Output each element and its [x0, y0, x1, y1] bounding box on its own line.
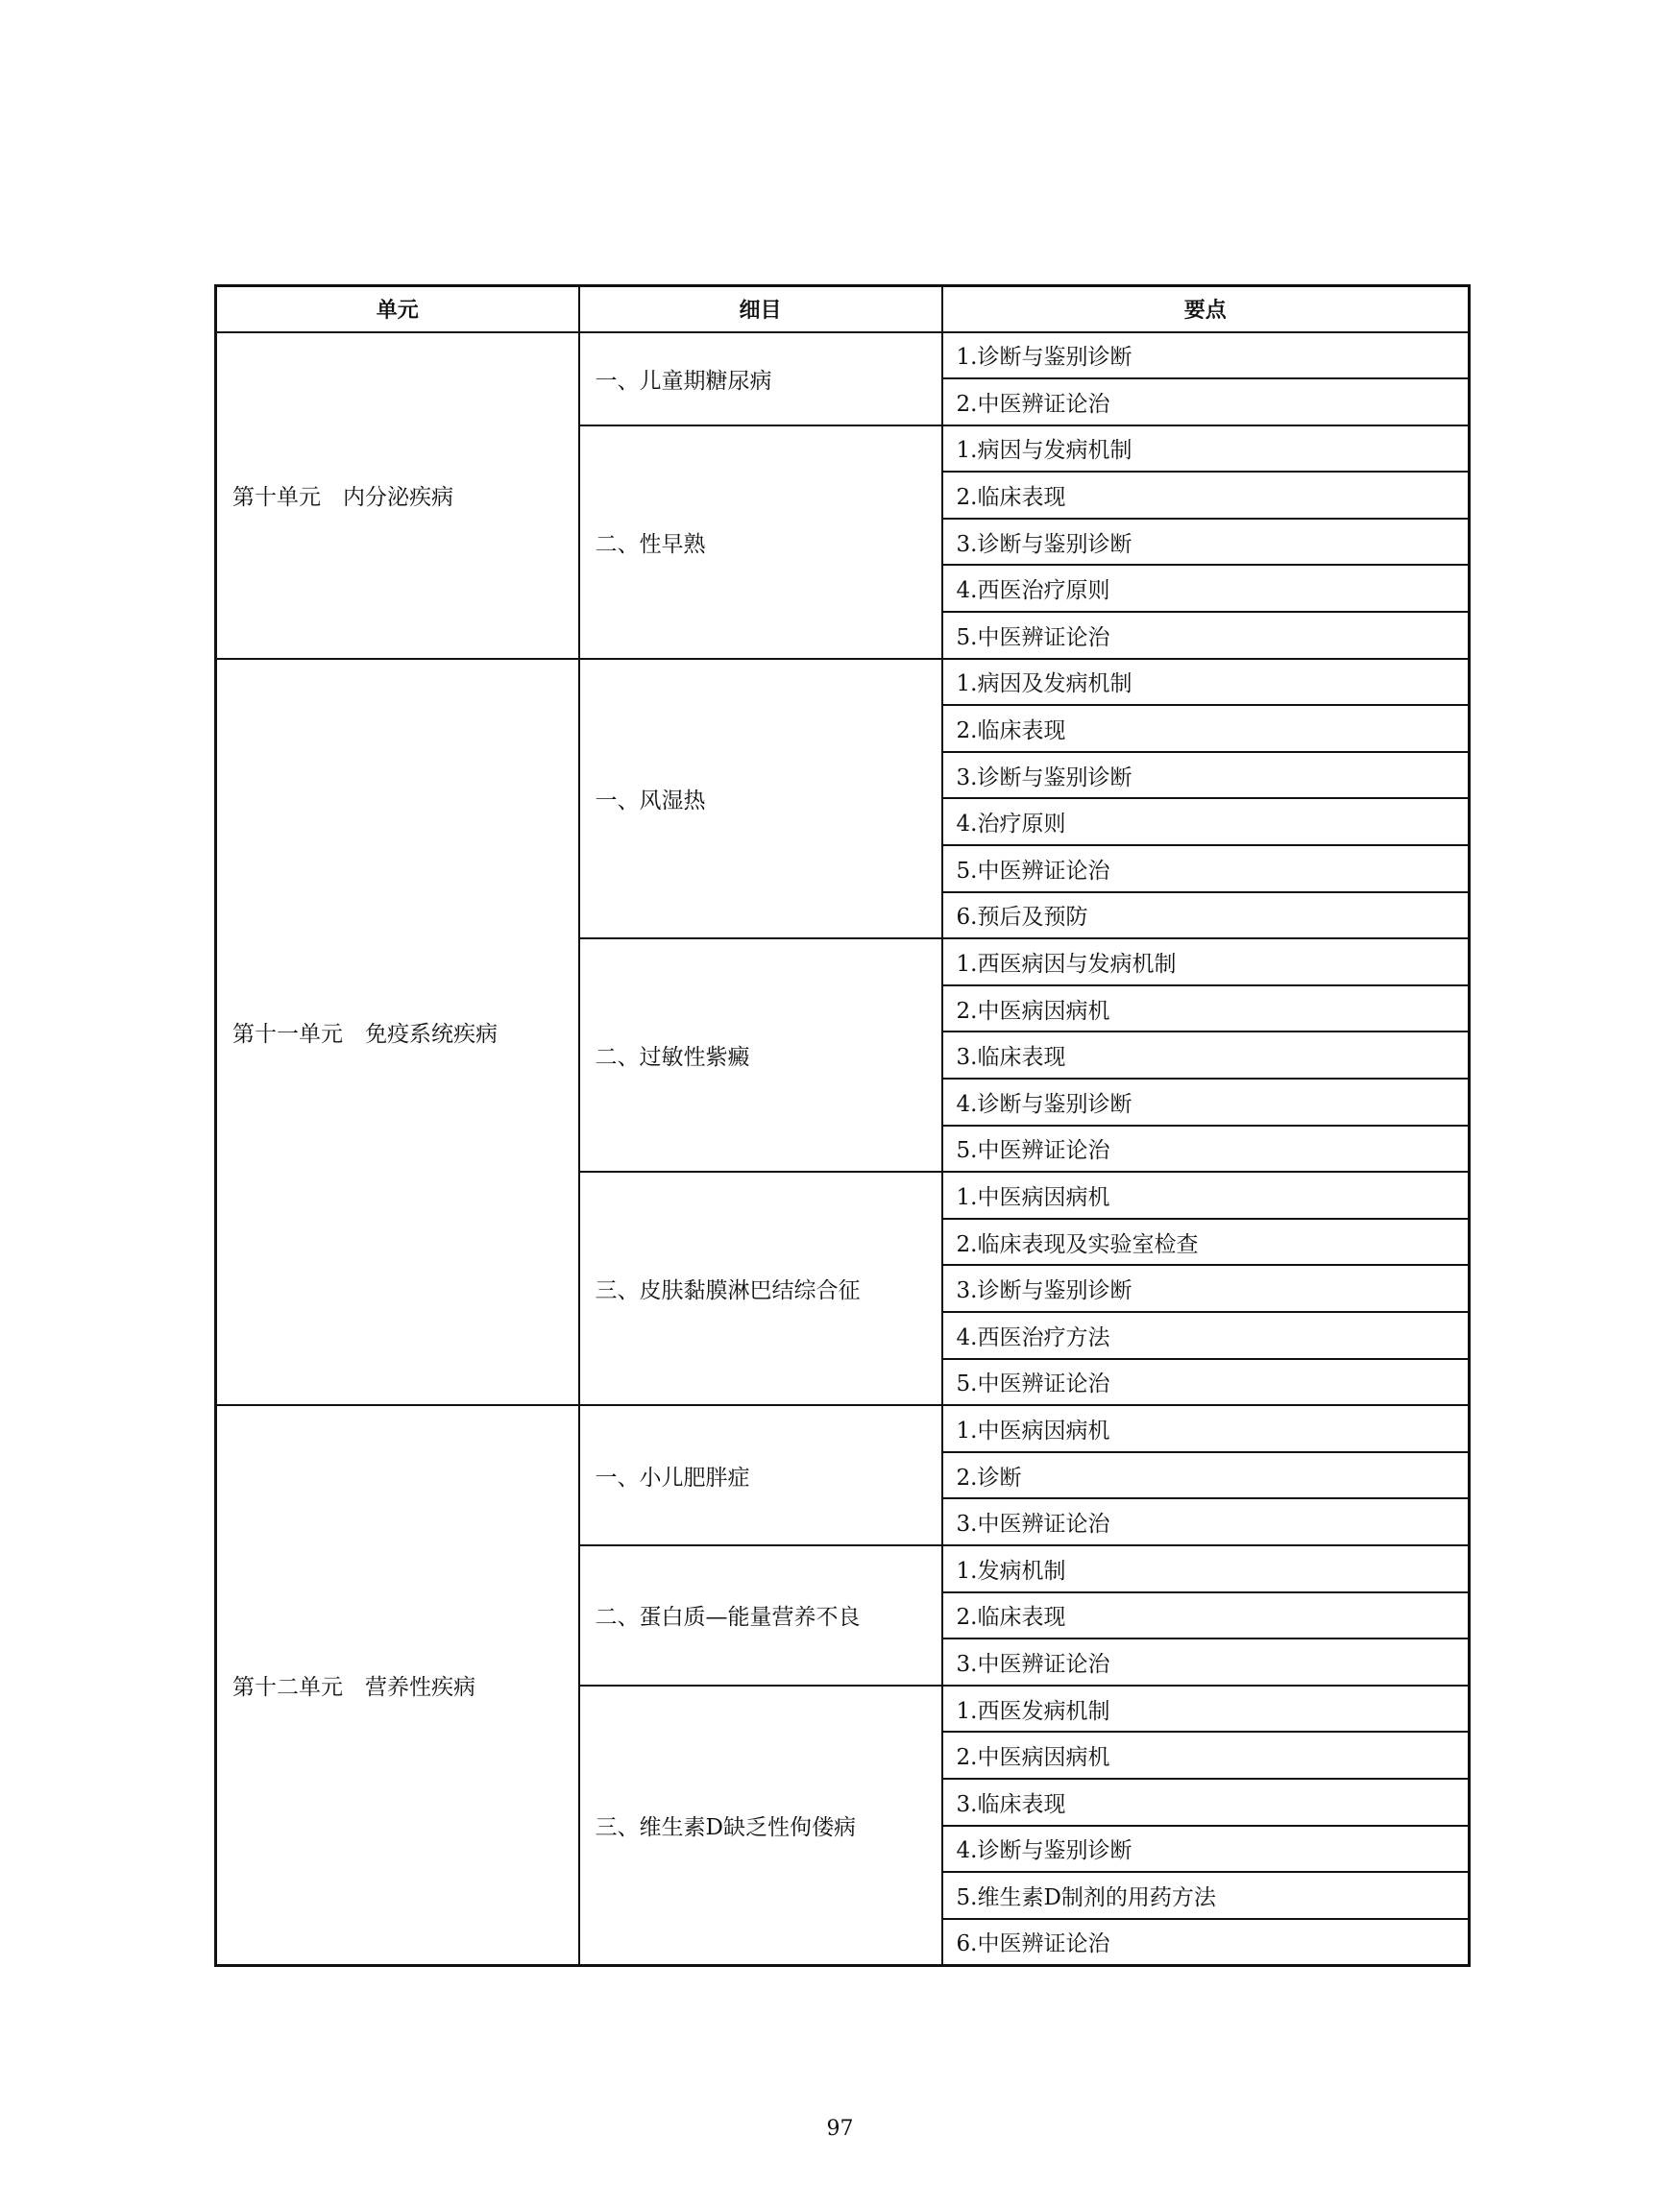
- point-cell: 4.治疗原则: [942, 798, 1470, 845]
- topic-cell: 一、小儿肥胖症: [579, 1405, 942, 1545]
- point-cell: 2.临床表现及实验室检查: [942, 1219, 1470, 1266]
- table-row: [216, 332, 1470, 379]
- header-unit: 单元: [216, 286, 579, 332]
- unit-cell: [216, 1405, 579, 1965]
- point-cell: 1.诊断与鉴别诊断: [942, 332, 1470, 379]
- topic-cell: 二、性早熟: [579, 425, 942, 659]
- point-cell: 1.病因与发病机制: [942, 425, 1470, 473]
- point-cell: 5.中医辨证论治: [942, 1126, 1470, 1173]
- unit-name: 第十二单元 营养性疾病: [232, 1674, 475, 1700]
- table-header-row: [216, 286, 1470, 332]
- point-cell: 3.诊断与鉴别诊断: [942, 1265, 1470, 1312]
- point-cell: 2.临床表现: [942, 1592, 1470, 1639]
- point-cell: 5.中医辨证论治: [942, 612, 1470, 659]
- unit-name: 第十单元 内分泌疾病: [232, 485, 453, 511]
- unit-cell: [216, 659, 579, 1406]
- header-topic: 细目: [579, 286, 942, 332]
- point-cell: 1.病因及发病机制: [942, 659, 1470, 706]
- point-cell: 1.中医病因病机: [942, 1405, 1470, 1452]
- point-cell: 4.西医治疗方法: [942, 1312, 1470, 1359]
- point-cell: 4.西医治疗原则: [942, 565, 1470, 612]
- point-cell: 5.中医辨证论治: [942, 845, 1470, 892]
- point-cell: 2.临床表现: [942, 472, 1470, 519]
- point-cell: 4.诊断与鉴别诊断: [942, 1826, 1470, 1873]
- topic-cell: 三、维生素D缺乏性佝偻病: [579, 1686, 942, 1966]
- point-cell: 1.发病机制: [942, 1545, 1470, 1592]
- point-cell: 1.中医病因病机: [942, 1172, 1470, 1219]
- point-cell: 3.诊断与鉴别诊断: [942, 752, 1470, 799]
- topic-cell: 二、蛋白质—能量营养不良: [579, 1545, 942, 1686]
- point-cell: 2.中医病因病机: [942, 1732, 1470, 1779]
- point-cell: 5.维生素D制剂的用药方法: [942, 1872, 1470, 1919]
- point-cell: 3.中医辨证论治: [942, 1498, 1470, 1545]
- point-cell: 4.诊断与鉴别诊断: [942, 1079, 1470, 1126]
- topic-cell: 一、儿童期糖尿病: [579, 332, 942, 425]
- point-cell: 3.临床表现: [942, 1032, 1470, 1079]
- point-cell: 1.西医发病机制: [942, 1686, 1470, 1733]
- table-row: [216, 1405, 1470, 1452]
- page-number: 97: [826, 2117, 854, 2141]
- topic-cell: 二、过敏性紫癜: [579, 938, 942, 1172]
- point-cell: 2.诊断: [942, 1452, 1470, 1499]
- point-cell: 6.预后及预防: [942, 892, 1470, 939]
- point-cell: 3.中医辨证论治: [942, 1639, 1470, 1686]
- unit-cell: [216, 332, 579, 659]
- point-cell: 5.中医辨证论治: [942, 1359, 1470, 1406]
- table-row: [216, 659, 1470, 706]
- point-cell: 1.西医病因与发病机制: [942, 938, 1470, 985]
- point-cell: 2.中医病因病机: [942, 985, 1470, 1032]
- table-body: [216, 332, 1470, 1966]
- point-cell: 2.临床表现: [942, 705, 1470, 752]
- topic-cell: 一、风湿热: [579, 659, 942, 939]
- point-cell: 6.中医辨证论治: [942, 1919, 1470, 1966]
- syllabus-table: [214, 284, 1471, 1967]
- point-cell: 2.中医辨证论治: [942, 378, 1470, 425]
- topic-cell: 三、皮肤黏膜淋巴结综合征: [579, 1172, 942, 1405]
- point-cell: 3.临床表现: [942, 1779, 1470, 1826]
- header-points: 要点: [942, 286, 1470, 332]
- point-cell: 3.诊断与鉴别诊断: [942, 519, 1470, 566]
- unit-name: 第十一单元 免疫系统疾病: [232, 1021, 498, 1047]
